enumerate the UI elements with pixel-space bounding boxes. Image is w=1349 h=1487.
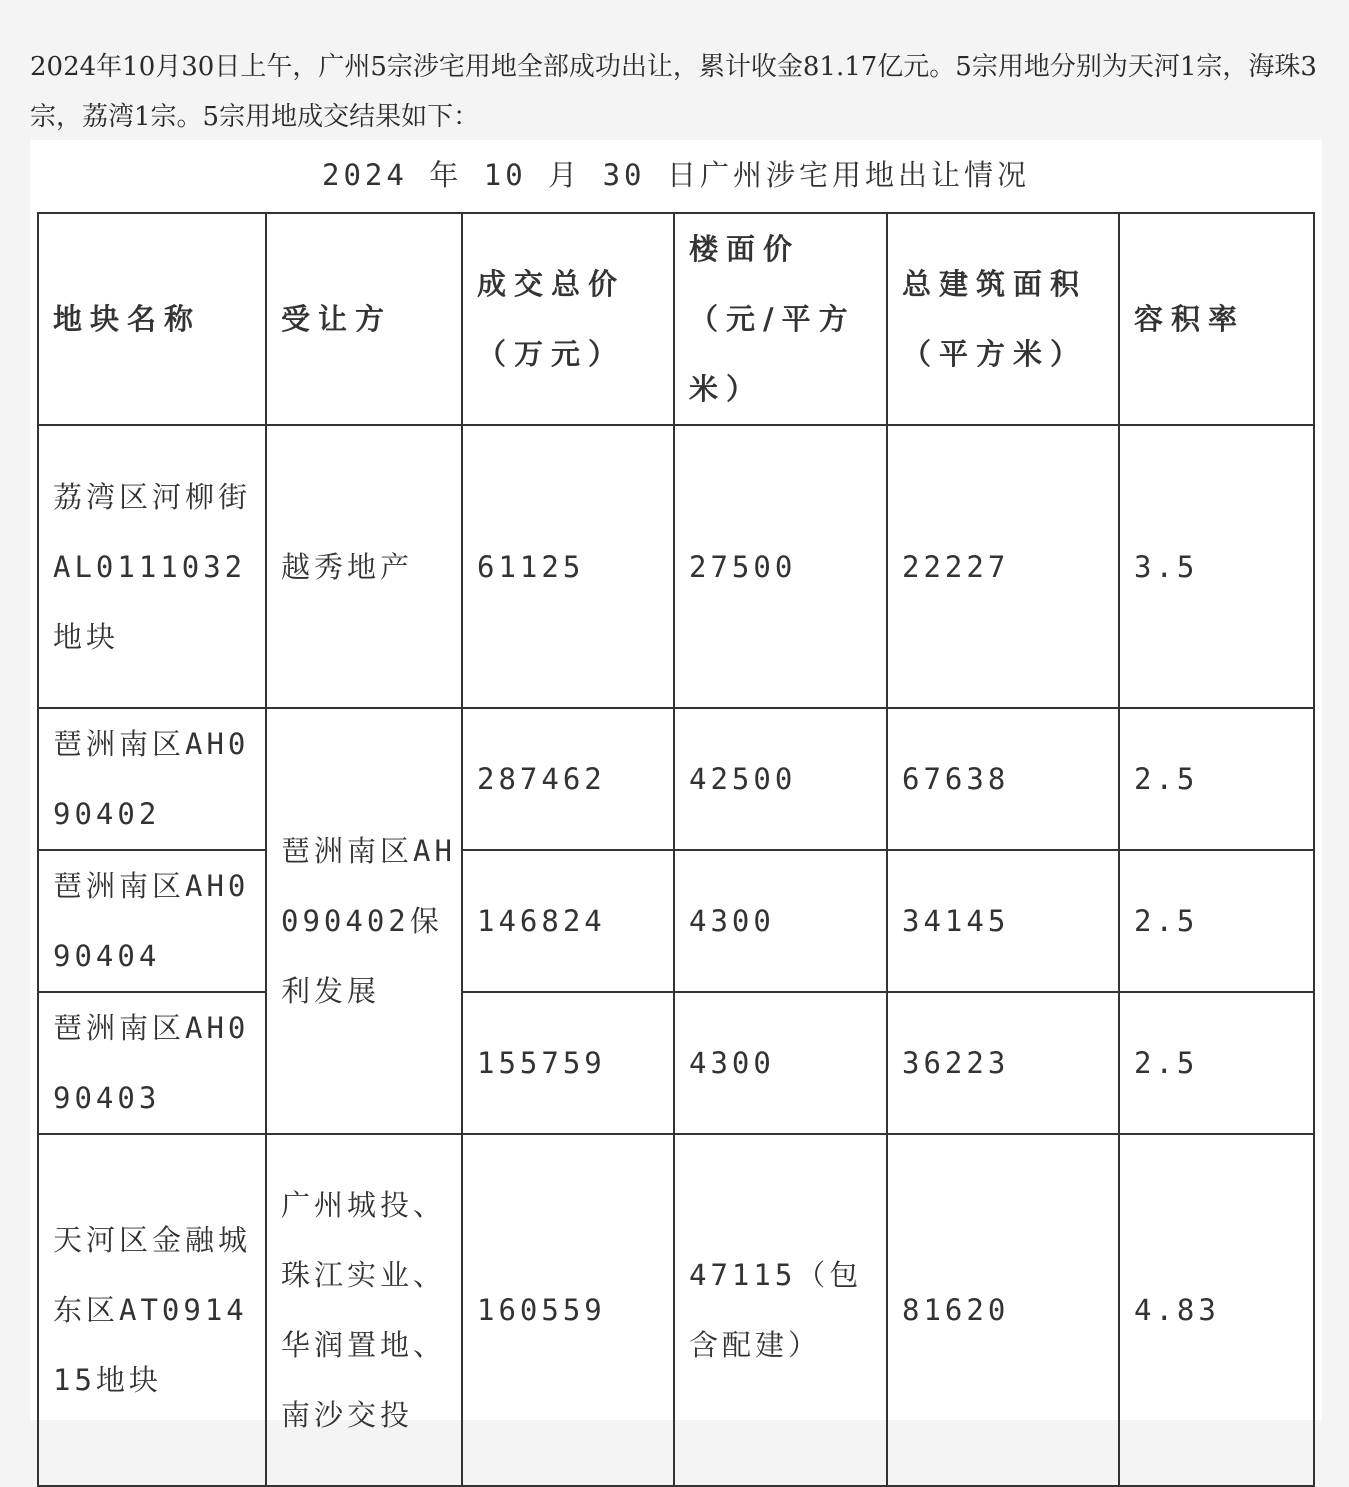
cell-plot: 琶洲南区AH090402 — [38, 708, 266, 850]
cell-area: 36223 — [887, 992, 1119, 1134]
cell-area: 81620 — [887, 1134, 1119, 1486]
intro-paragraph: 2024年10月30日上午，广州5宗涉宅用地全部成功出让，累计收金81.17亿元。5宗用地分别为天河1宗，海珠3宗，荔湾1宗。5宗用地成交结果如下： — [30, 52, 1317, 132]
cell-total-price: 155759 — [462, 992, 674, 1134]
table-row — [38, 1134, 1314, 1486]
cell-total-price: 287462 — [462, 708, 674, 850]
cell-area: 22227 — [887, 425, 1119, 708]
cell-floor-price: 47115（包含配建） — [674, 1134, 887, 1486]
header-total-price: 成交总价（万元） — [462, 213, 674, 425]
cell-far: 2.5 — [1119, 850, 1314, 992]
cell-far: 2.5 — [1119, 992, 1314, 1134]
cell-plot: 天河区金融城东区AT091415地块 — [38, 1134, 266, 1486]
cell-floor-price: 27500 — [674, 425, 887, 708]
header-buyer: 受让方 — [266, 213, 462, 425]
cell-total-price: 146824 — [462, 850, 674, 992]
header-floor-price: 楼面价（元/平方米） — [674, 213, 887, 425]
cell-buyer: 越秀地产 — [266, 425, 462, 708]
cell-floor-price: 4300 — [674, 992, 887, 1134]
cell-plot: 琶洲南区AH090403 — [38, 992, 266, 1134]
table-header-row — [38, 213, 1314, 425]
cell-total-price: 61125 — [462, 425, 674, 708]
cell-buyer: 琶洲南区AH090402保利发展 — [266, 708, 462, 1134]
table-row — [38, 992, 1314, 1134]
land-sale-table — [37, 212, 1315, 1487]
cell-far: 3.5 — [1119, 425, 1314, 708]
cell-far: 2.5 — [1119, 708, 1314, 850]
table-row — [38, 425, 1314, 708]
table-panel — [30, 140, 1322, 1432]
cell-plot: 荔湾区河柳街AL0111032地块 — [38, 425, 266, 708]
cell-far: 4.83 — [1119, 1134, 1314, 1486]
cell-plot: 琶洲南区AH090404 — [38, 850, 266, 992]
cell-area: 67638 — [887, 708, 1119, 850]
table-row — [38, 708, 1314, 850]
cell-area: 34145 — [887, 850, 1119, 992]
cell-floor-price: 42500 — [674, 708, 887, 850]
cell-floor-price: 4300 — [674, 850, 887, 992]
cell-total-price: 160559 — [462, 1134, 674, 1486]
table-row — [38, 850, 1314, 992]
header-plot: 地块名称 — [38, 213, 266, 425]
table-title: 2024 年 10 月 30 日广州涉宅用地出让情况 — [322, 158, 1030, 192]
header-far: 容积率 — [1119, 213, 1314, 425]
cell-buyer: 广州城投、珠江实业、华润置地、南沙交投 — [266, 1134, 462, 1486]
header-area: 总建筑面积（平方米） — [887, 213, 1119, 425]
